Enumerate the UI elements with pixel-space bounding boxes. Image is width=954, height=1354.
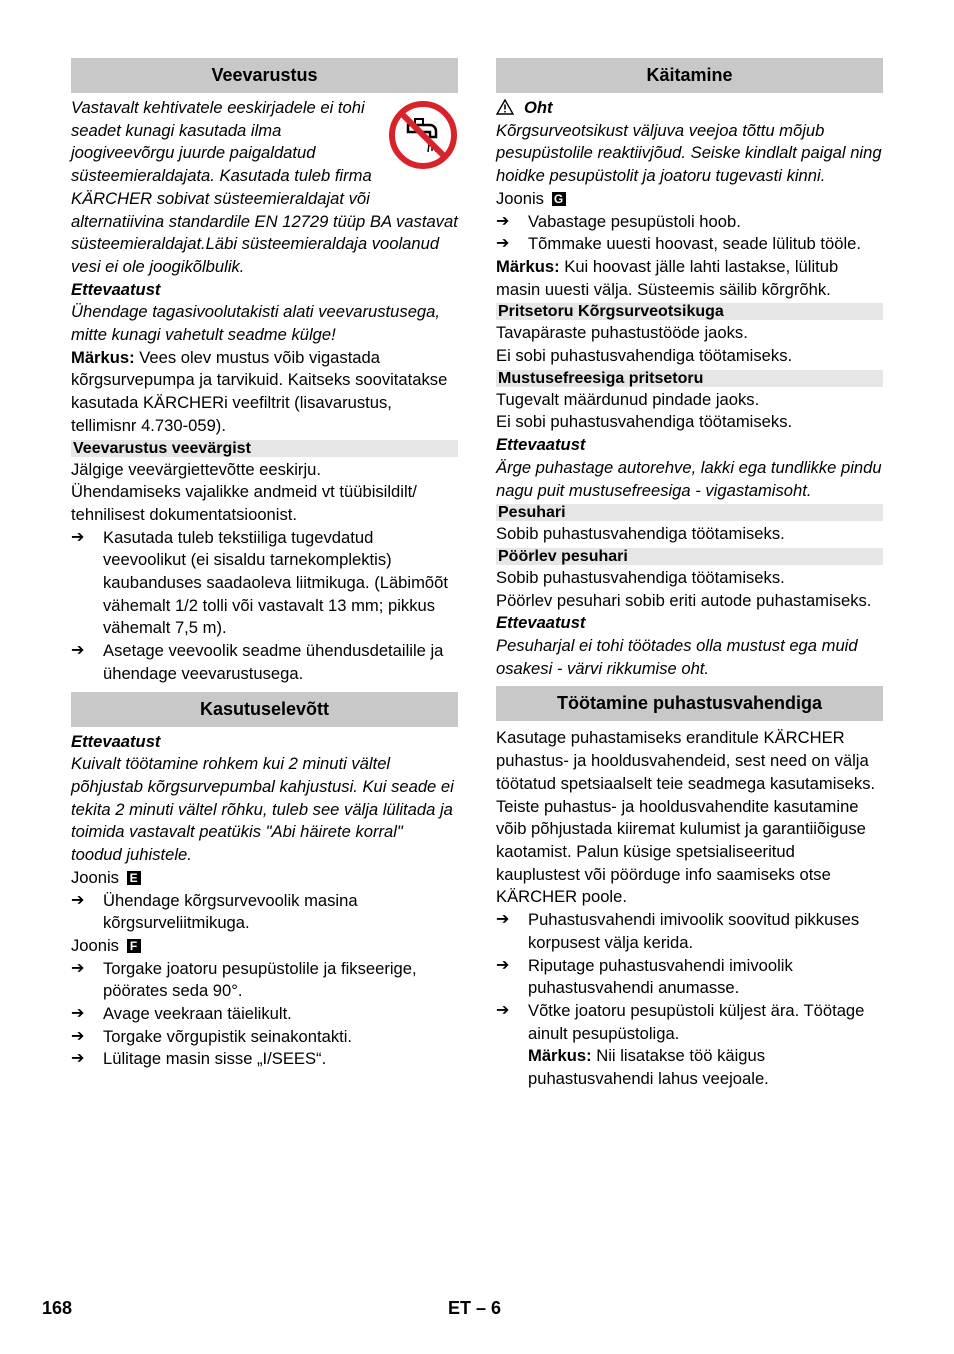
no-drinking-water-icon [388,99,458,171]
note-paragraph [71,347,458,438]
heading-kaitamine: Käitamine [496,58,883,93]
caution-label: Ettevaatust [496,435,586,455]
figure-ref-f: Joonis F [71,935,458,958]
note-text: Kui hoovast jälle lahti lastakse, lülitub masin uuesti välja. Süsteemis säilib kõrgrõhk. [496,256,839,299]
list-item: ➔ Tõmmake uuesti hoovast, seade lülitub tööle. [496,233,883,256]
list-item: ➔ Vabastage pesupüstoli hoob. [496,211,883,234]
heading-pritsetoru: Pritsetoru Kõrgsurveotsikuga [496,303,883,320]
caution-label: Ettevaatust [71,731,161,751]
list-item: ➔ Riputage puhastusvahendi imivoolik puhastusvahendi anumasse. [496,955,883,1000]
caution-text: Ühendage tagasivoolutakisti alati veevarustusega, mitte kunagi vahetult seadme külge! [71,302,440,345]
veevarustus-intro: Vastavalt kehtivatele eeskirjadele ei tohi seadet kunagi kasutada ilma joogiveevõrgu juurde paigaldatud süsteemieraldajata. Kasutada tuleb firma KÄRCHER sobivat süsteemieraldajat või alternatiivina standardile EN 12729 tüüp BA vastavat süsteemieraldajat.Läbi süsteemieraldaja voolanud vesi ei ole joogikõlbulik. [71,98,458,276]
right-arrow-icon: ➔ [71,642,85,660]
veevargist-p1: Jälgige veevärgiettevõtte eeskirju. [71,459,321,479]
caution-label: Ettevaatust [71,279,161,299]
danger-label: Oht [524,98,553,117]
figure-letter-g: G [552,192,566,206]
caution-text: Kuivalt töötamine rohkem kui 2 minuti vältel põhjustab kõrgsurvepumbal kahjustusi. Kui seade ei tekita 2 minuti vältel rõhku, tuleb see välja lülitada ja toimida vastavalt peatükis "Abi häirete korral" toodud juhistele. [71,754,454,865]
list-item: ➔ Lülitage masin sisse „I/SEES“. [71,1048,458,1071]
heading-kasutuselevott: Kasutuselevõtt [71,692,458,727]
right-arrow-icon: ➔ [496,956,510,974]
heading-pesuhari: Pesuhari [496,504,883,521]
pritsetoru-p2: Ei sobi puhastusvahendiga töötamiseks. [496,346,793,366]
list-item: ➔ Asetage veevoolik seadme ühendusdetailile ja ühendage veevarustusega. [71,640,458,685]
list-item: ➔ Kasutada tuleb tekstiiliga tugevdatud veevoolikut (ei sisaldu tarnekomplektis) kaubanduses saadaoleva liitmikuga. (Läbimõõt vähemalt 1/2 tolli või vastavalt 13 mm; pikkus vähemalt 7,5 m). [71,527,458,641]
list-item: ➔ Võtke joatoru pesupüstoli küljest ära. Töötage ainult pesupüstoliga. [496,1000,883,1045]
right-arrow-icon: ➔ [71,1027,85,1045]
right-column [496,58,883,1091]
figure-letter-e: E [127,871,141,885]
figure-ref-e: Joonis E [71,867,458,890]
heading-veevarustus: Veevarustus [71,58,458,93]
caution-label: Ettevaatust [496,613,586,633]
poorlev-p2: Pöörlev pesuhari sobib eriti autode puhastamiseks. [496,590,872,610]
page-label: ET – 6 [448,1298,502,1318]
note-text: Vees olev mustus võib vigastada kõrgsurvepumpa ja tarvikuid. Kaitseks soovitatakse kasutada KÄRCHERi veefiltrit (lisavarustus, tellimisnr 4.730-059). [71,347,448,435]
figure-ref-g: Joonis G [496,188,883,211]
warning-triangle-icon [496,99,514,115]
danger-label-row [496,97,883,120]
heading-puhastusvahend: Töötamine puhastusvahendiga [496,686,883,721]
heading-veevargist: Veevarustus veevärgist [71,440,458,457]
list-item: ➔ Ühendage kõrgsurvevoolik masina kõrgsurveliitmikuga. [71,890,458,935]
pesuhari-p1: Sobib puhastusvahendiga töötamiseks. [496,524,785,544]
caution-text: Ärge puhastage autorehve, lakki ega tundlikke pindu nagu puit mustusefreesiga - vigastamisoht. [496,457,882,500]
note-label: Märkus: [528,1046,592,1066]
right-arrow-icon: ➔ [71,1050,85,1068]
right-arrow-icon: ➔ [71,528,85,546]
right-arrow-icon: ➔ [496,235,510,253]
right-arrow-icon: ➔ [71,1005,85,1023]
right-arrow-icon: ➔ [71,959,85,977]
right-arrow-icon: ➔ [71,891,85,909]
list-item: ➔ Torgake võrgupistik seinakontakti. [71,1026,458,1049]
puhastusvahend-p1: Kasutage puhastamiseks eranditule KÄRCHER puhastus- ja hooldusvahendeid, sest need on välja töötatud spetsiaalselt teie seadmega kasutamiseks. Teiste puhastus- ja hooldusvahendite kasutamine võib põhjustada kiiremat kulumist ja garantiiõiguse kaotamist. Palun küsige spetsialiseeritud kauplustest või pöörduge info saamiseks otse KÄRCHER poole. [496,728,876,907]
list-item: ➔ Avage veekraan täielikult. [71,1003,458,1026]
right-arrow-icon: ➔ [496,212,510,230]
caution-text: Pesuharjal ei tohi töötades olla mustust ega muid osakesi - värvi rikkumise oht. [496,636,858,678]
note-label: Märkus: [71,347,135,367]
right-arrow-icon: ➔ [496,911,510,929]
note-label: Märkus: [496,256,560,276]
note-indented [496,1045,883,1090]
figure-letter-f: F [127,939,141,953]
list-item: ➔ Torgake joatoru pesupüstolile ja fikseerige, pöörates seda 90°. [71,958,458,1003]
left-column [71,58,458,1071]
page-number: 168 [42,1298,73,1318]
danger-text: Kõrgsurveotsikust väljuva veejoa tõttu mõjub pesupüstolile reaktiivjõud. Seiske kindlalt paigal ning hoidke pesupüstolit ja joatoru tugevasti kinni. [496,120,882,186]
veevargist-p2: Ühendamiseks vajalikke andmeid vt tüübisildilt/ tehnilisest dokumentatsioonist. [71,482,417,524]
heading-mustusefreesiga: Mustusefreesiga pritsetoru [496,370,883,387]
right-arrow-icon: ➔ [496,1001,510,1019]
mustusefreesiga-p2: Ei sobi puhastusvahendiga töötamiseks. [496,412,793,432]
list-item: ➔ Puhastusvahendi imivoolik soovitud pikkuses korpusest välja kerida. [496,909,883,954]
note-text: Nii lisatakse töö käigus puhastusvahendi lahus veejoale. [528,1046,769,1089]
mustusefreesiga-p1: Tugevalt määrdunud pindade jaoks. [496,389,760,409]
poorlev-p1: Sobib puhastusvahendiga töötamiseks. [496,567,785,587]
note-paragraph [496,256,883,301]
pritsetoru-p1: Tavapäraste puhastustööde jaoks. [496,323,748,343]
heading-poorlev: Pöörlev pesuhari [496,548,883,565]
